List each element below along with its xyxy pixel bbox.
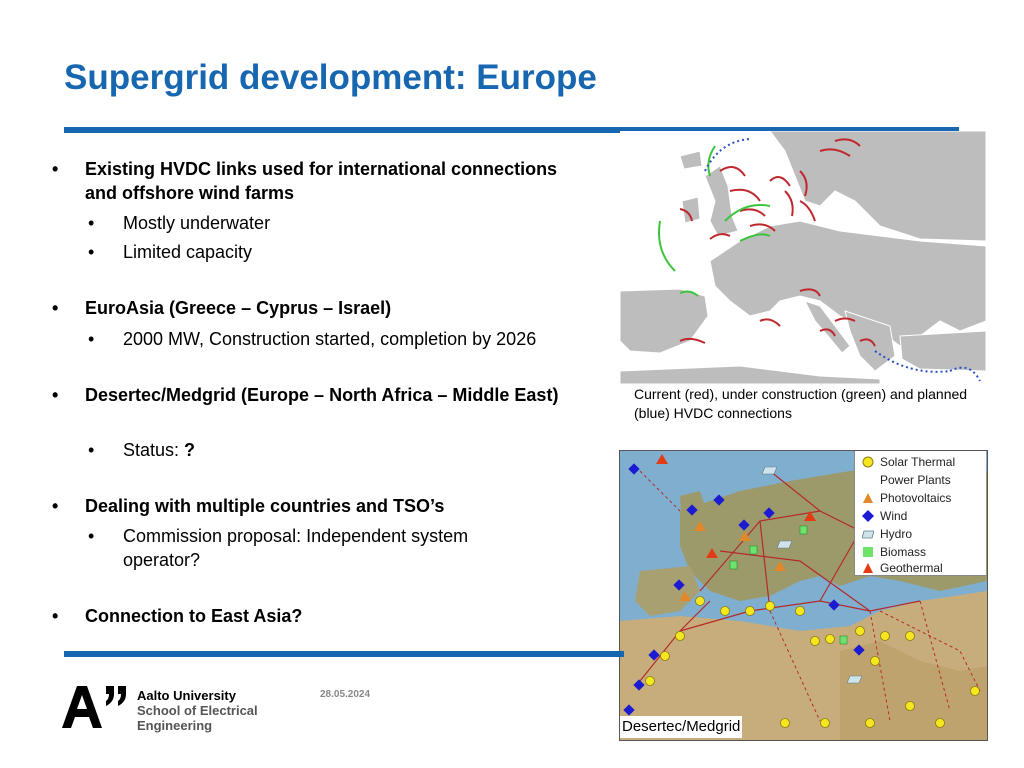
bullet-dot: • <box>52 496 59 516</box>
sub-bullet-dot: • <box>88 213 95 233</box>
status-label: Status: <box>123 440 185 460</box>
hvdc-map-image <box>620 131 986 384</box>
hydro-parallelogram-icon <box>862 528 874 540</box>
school-line: School of Electrical <box>137 703 258 718</box>
sub-bullet-text: Mostly underwater <box>123 213 271 233</box>
legend-label-2: Power Plants <box>880 473 951 487</box>
bullet-text: EuroAsia (Greece – Cyprus – Israel) <box>85 298 392 318</box>
bullet-text: Desertec/Medgrid (Europe – North Africa – Middle East) <box>85 385 559 405</box>
legend-label: Biomass <box>880 545 927 559</box>
university-line: Aalto University <box>137 688 236 703</box>
photovoltaic-triangle-icon <box>862 492 874 504</box>
legend-label: Wind <box>880 509 908 523</box>
legend-label: Hydro <box>880 527 913 541</box>
university-name <box>137 688 258 733</box>
bullet-text: Existing HVDC links used for international connections and offshore wind farms <box>85 159 558 203</box>
legend-geothermal <box>880 559 943 577</box>
energy-legend <box>854 451 986 576</box>
legend-photovoltaics <box>880 489 951 507</box>
bullet-dot: • <box>52 606 59 626</box>
solar-circle-icon <box>862 456 874 468</box>
sub-bullet-dot: • <box>88 440 95 460</box>
bullet-dot: • <box>52 385 59 405</box>
sub-bullet-dot: • <box>88 242 95 262</box>
wind-diamond-icon <box>862 510 874 522</box>
aalto-logo-icon <box>62 686 128 728</box>
legend-label: Solar Thermal <box>880 455 956 469</box>
footer-divider <box>64 651 624 657</box>
sub-bullet-text: 2000 MW, Construction started, completion by 2026 <box>123 329 537 349</box>
sub-bullet-text: Limited capacity <box>123 242 253 262</box>
legend-solar <box>880 453 955 489</box>
hvdc-map-svg <box>620 131 986 384</box>
sub-bullet-text <box>123 438 563 462</box>
legend-wind <box>880 507 907 525</box>
bullet-dot: • <box>52 159 59 179</box>
bullet-text: Dealing with multiple countries and TSO’s <box>85 496 445 516</box>
geothermal-triangle-icon <box>862 562 874 574</box>
sub-bullet-text: Commission proposal: Independent system operator? <box>123 526 469 570</box>
status-value: ? <box>184 440 196 460</box>
desertec-map-caption: Desertec/Medgrid <box>620 716 742 738</box>
aalto-logo <box>62 686 128 733</box>
sub-bullet-dot: • <box>88 526 95 546</box>
legend-label: Geothermal <box>880 561 943 575</box>
hvdc-map-caption: Current (red), under construction (green) and planned (blue) HVDC connections <box>634 386 968 421</box>
bullet-text: Connection to East Asia? <box>85 606 303 626</box>
school-line-2: Engineering <box>137 718 213 733</box>
slide-date: 28.05.2024 <box>320 689 371 700</box>
slide-title: Supergrid development: Europe <box>64 58 597 97</box>
legend-hydro <box>880 525 912 543</box>
sub-bullet-dot: • <box>88 329 95 349</box>
bullet-dot: • <box>52 298 59 318</box>
biomass-square-icon <box>862 546 874 558</box>
legend-label: Photovoltaics <box>880 491 952 505</box>
